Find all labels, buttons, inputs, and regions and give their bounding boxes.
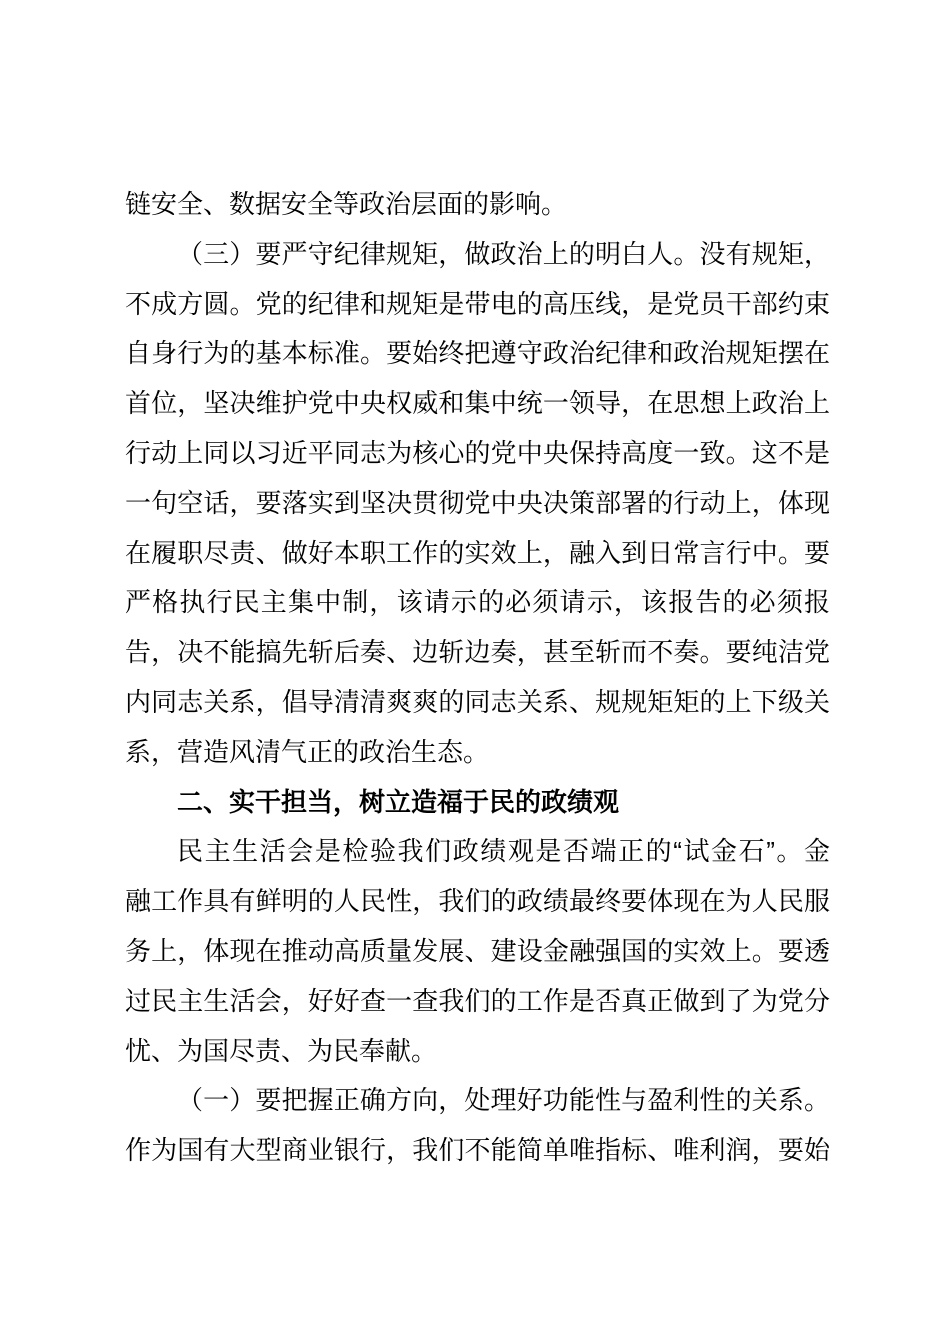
text-line: 融工作具有鲜明的人民性，我们的政绩最终要体现在为人民服 (125, 886, 830, 917)
text-line: 在履职尽责、做好本职工作的实效上，融入到日常言行中。要 (125, 537, 830, 568)
text-line: 告，决不能搞先斩后奏、边斩边奏，甚至斩而不奏。要纯洁党 (125, 637, 830, 668)
text-line: 行动上同以习近平同志为核心的党中央保持高度一致。这不是 (125, 437, 830, 468)
text-line: 首位，坚决维护党中央权威和集中统一领导，在思想上政治上 (125, 388, 830, 419)
document-text-block (125, 180, 830, 1176)
text-line: 务上，体现在推动高质量发展、建设金融强国的实效上。要透 (125, 935, 830, 966)
text-line: 链安全、数据安全等政治层面的影响。 (125, 189, 568, 219)
text-line: 不成方圆。党的纪律和规矩是带电的高压线，是党员干部约束 (125, 288, 830, 319)
text-line: 系，营造风清气正的政治生态。 (125, 736, 490, 767)
text-line: 严格执行民主集中制，该请示的必须请示，该报告的必须报 (125, 587, 830, 618)
text-line: 作为国有大型商业银行，我们不能简单唯指标、唯利润，要始 (125, 1135, 830, 1166)
text-line: 内同志关系，倡导清清爽爽的同志关系、规规矩矩的上下级关 (125, 686, 830, 717)
text-line: 自身行为的基本标准。要始终把遵守政治纪律和政治规矩摆在 (125, 338, 830, 369)
text-line: 一句空话，要落实到坚决贯彻党中央决策部署的行动上，体现 (125, 487, 830, 518)
text-line: 忧、为国尽责、为民奉献。 (125, 1035, 438, 1066)
section-heading: 二、实干担当，树立造福于民的政绩观 (177, 786, 620, 817)
text-line: （三）要严守纪律规矩，做政治上的明白人。没有规矩， (177, 238, 830, 269)
text-line: 民主生活会是检验我们政绩观是否端正的“试金石”。金 (177, 836, 830, 867)
text-line: （一）要把握正确方向，处理好功能性与盈利性的关系。 (177, 1085, 830, 1116)
text-line: 过民主生活会，好好查一查我们的工作是否真正做到了为党分 (125, 985, 830, 1016)
